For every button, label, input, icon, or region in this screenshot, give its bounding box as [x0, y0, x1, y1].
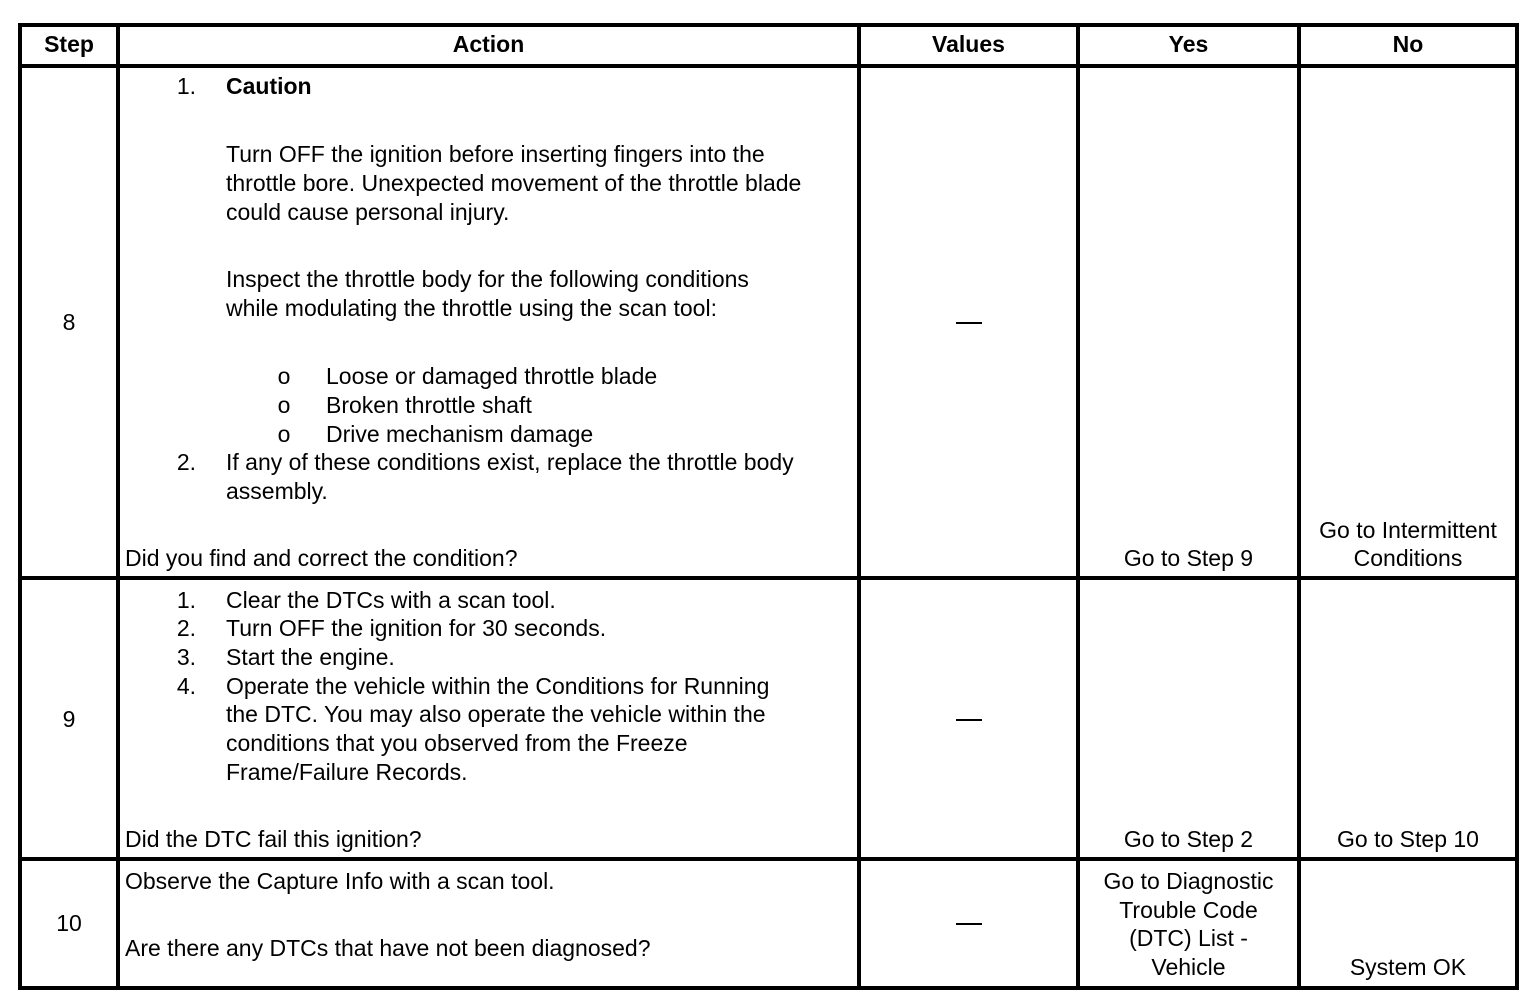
bullet-icon: o [277, 363, 291, 389]
header-yes: Yes [1168, 31, 1209, 57]
values-dash [956, 923, 982, 925]
step-number: 10 [56, 910, 82, 936]
instruction-text: assembly. [226, 478, 328, 504]
list-item: Drive mechanism damage [326, 421, 594, 447]
instruction-text: Observe the Capture Info with a scan tool. [125, 868, 555, 894]
no-result: System OK [1349, 954, 1467, 980]
no-link[interactable]: Go to Step 10 [1337, 826, 1479, 852]
header-no: No [1392, 31, 1424, 57]
header-values: Values [932, 31, 1005, 57]
caution-text: Turn OFF the ignition before inserting fingers into the [226, 141, 765, 167]
instruction-text: Inspect the throttle body for the following conditions [226, 266, 749, 292]
list-number: 1. [176, 73, 196, 99]
step-number: 9 [62, 706, 76, 732]
bullet-icon: o [277, 421, 291, 447]
list-number: 2. [176, 615, 196, 641]
question-text: Are there any DTCs that have not been diagnosed? [125, 935, 651, 961]
list-item: Broken throttle shaft [326, 392, 532, 418]
caution-title: Caution [226, 73, 312, 99]
no-link[interactable]: Conditions [1353, 545, 1463, 571]
instruction-text: If any of these conditions exist, replace the throttle body [226, 449, 794, 475]
yes-link[interactable]: Go to Step 2 [1123, 826, 1254, 852]
list-number: 3. [176, 644, 196, 670]
step-number: 8 [62, 309, 76, 335]
no-link[interactable]: Go to Intermittent [1319, 517, 1497, 543]
values-dash [956, 719, 982, 721]
list-number: 1. [176, 587, 196, 613]
instruction-text: the DTC. You may also operate the vehicle within the [226, 701, 766, 727]
header-step: Step [44, 31, 94, 57]
yes-link[interactable]: Vehicle [1151, 954, 1226, 980]
values-dash [956, 322, 982, 324]
instruction-text: Start the engine. [226, 644, 395, 670]
list-item: Loose or damaged throttle blade [326, 363, 658, 389]
question-text: Did you find and correct the condition? [125, 545, 518, 571]
header-action: Action [452, 31, 525, 57]
instruction-text: while modulating the throttle using the scan tool: [226, 295, 717, 321]
bullet-icon: o [277, 392, 291, 418]
list-number: 2. [176, 449, 196, 475]
instruction-text: Turn OFF the ignition for 30 seconds. [226, 615, 607, 641]
list-number: 4. [176, 673, 196, 699]
yes-link[interactable]: Trouble Code [1119, 897, 1258, 923]
caution-text: could cause personal injury. [226, 199, 510, 225]
instruction-text: Frame/Failure Records. [226, 759, 468, 785]
caution-text: throttle bore. Unexpected movement of the throttle blade [226, 170, 802, 196]
instruction-text: Operate the vehicle within the Conditions for Running [226, 673, 770, 699]
yes-link[interactable]: Go to Diagnostic [1103, 868, 1274, 894]
instruction-text: Clear the DTCs with a scan tool. [226, 587, 556, 613]
yes-link[interactable]: Go to Step 9 [1123, 545, 1254, 571]
yes-link[interactable]: (DTC) List - [1129, 925, 1248, 951]
instruction-text: conditions that you observed from the Freeze [226, 730, 688, 756]
question-text: Did the DTC fail this ignition? [125, 826, 422, 852]
